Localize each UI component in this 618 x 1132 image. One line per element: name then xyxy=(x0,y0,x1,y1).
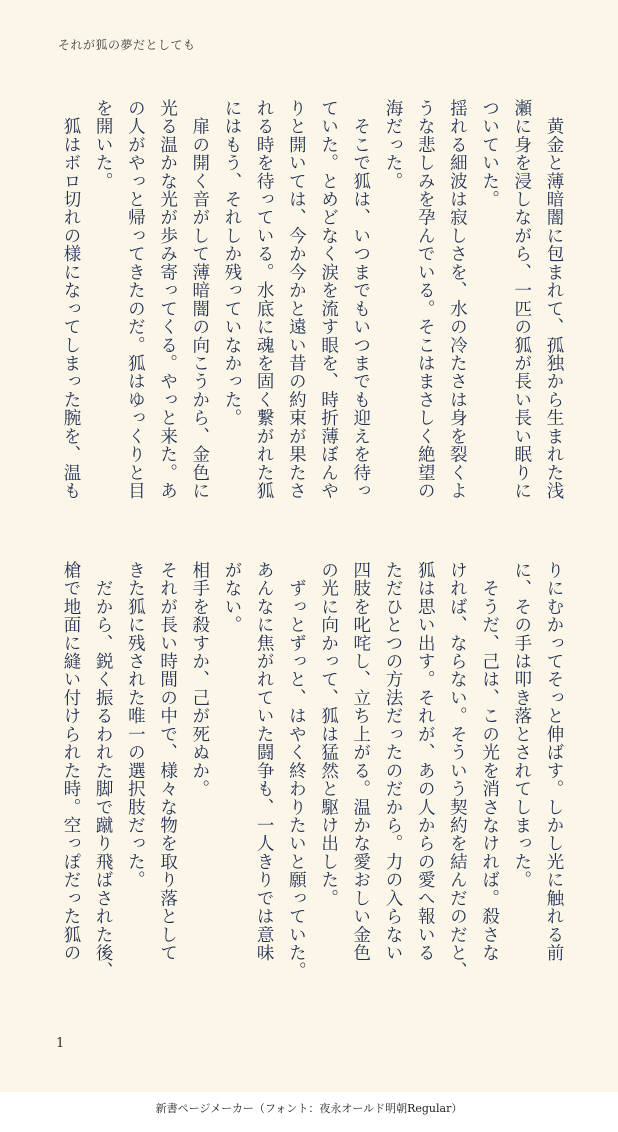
text-block-upper: 黄金と薄暗闇に包まれて、孤独から生まれた浅 瀬に身を浸しながら、一匹の狐が長い長い眠りに ついていた。 揺れる細波は寂しさを、水の冷たさは身を裂くよ うな悲しみを孕んでいる。そこはまさしく絶望の 海だった。 そこで狐は、いつまでもいつまでも迎えを待っ ていた。とめどなく涙を流す眼を、時折薄ぼんや りと開いては、今か今かと遠い昔の約束が果たさ れる時を待っている。水底に魂を固く繋がれた狐 にはもう、それしか残っていなかった。 扉の開く音がして薄暗闇の向こうから、金色に 光る温かな光が歩み寄ってくる。やっと来た。あ の人がやっと帰ってきたのだ。狐はゆっくりと目 を開いた。 狐はボロ切れの様になってしまった腕を、温も xyxy=(60,99,564,500)
generator-caption: 新書ページメーカー（フォント：夜永オールド明朝Regular） xyxy=(155,1102,463,1115)
page-number: 1 xyxy=(56,1036,65,1051)
text-block-lower: りにむかってそっと伸ばす。しかし光に触れる前 に、その手は叩き落とされてしまった。 そうだ、己は、この光を消さなければ。殺さな ければ、ならない。そういう契約を結んだのだと、 狐は思い出す。それが、あの人からの愛へ報いる ただひとつの方法だったのだから。力の入らない 四肢を叱咤し、立ち上がる。温かな愛おしい金色 の光に向かって、狐は猛然と駆け出した。 ずっとずっと、はやく終わりたいと願っていた。 あんなに焦がれていた闘争も、一人きりでは意味 がない。 相手を殺すか、己が死ぬか。 それが長い時間の中で、様々な物を取り落として きた狐に残された唯一の選択肢だった。 だから、鋭く振るわれた脚で蹴り飛ばされた後、 槍で地面に縫い付けられた時。空っぽだった狐の xyxy=(60,561,564,981)
running-head-title: それが狐の夢だとしても xyxy=(58,38,196,52)
